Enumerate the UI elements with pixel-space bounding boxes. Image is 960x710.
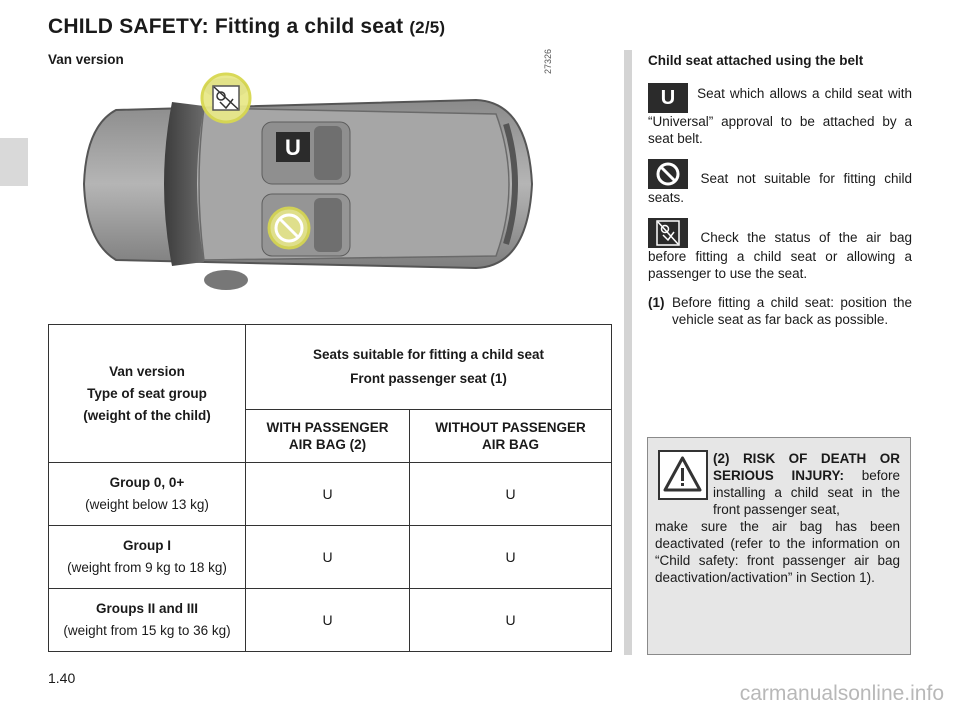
warning-text-side: (2) RISK OF DEATH OR SERIOUS INJURY: before installing a child seat in the front passenger seat, bbox=[713, 451, 900, 517]
column-divider bbox=[624, 50, 632, 655]
table-header-group: Van version Type of seat group (weight of the child) bbox=[49, 325, 246, 463]
table-header-seats: Seats suitable for fitting a child seat Front passenger seat (1) bbox=[246, 325, 612, 410]
note-1: (1) Before fitting a child seat: position the vehicle seat as far back as possible. bbox=[648, 295, 912, 327]
svg-text:U: U bbox=[285, 135, 301, 160]
value-cell: U bbox=[410, 589, 612, 652]
group-cell: Groups II and III (weight from 15 kg to 36 kg) bbox=[49, 589, 246, 652]
u-badge-icon: U bbox=[648, 83, 688, 113]
group-cell: Group 0, 0+ (weight below 13 kg) bbox=[49, 463, 246, 526]
warning-triangle-icon bbox=[658, 450, 708, 500]
column-header-without-airbag: WITHOUT PASSENGER AIR BAG bbox=[410, 410, 612, 463]
table-row bbox=[49, 463, 612, 526]
legend-item-universal: U Seat which allows a child seat with “Universal” approval to be attached by a seat belt. bbox=[648, 83, 912, 147]
value-cell: U bbox=[246, 463, 410, 526]
page-title: CHILD SAFETY: Fitting a child seat (2/5) bbox=[48, 15, 446, 38]
airbag-check-icon bbox=[648, 218, 688, 248]
legend-heading: Child seat attached using the belt bbox=[648, 53, 864, 68]
warning-box bbox=[647, 437, 911, 655]
image-reference: 27326 bbox=[543, 48, 553, 74]
value-cell: U bbox=[410, 463, 612, 526]
table-row bbox=[49, 589, 612, 652]
warning-text-continued: make sure the air bag has been deactivated (refer to the information on “Child safety: front passenger air bag deactivation/activation” in Section 1). bbox=[655, 519, 900, 585]
table-row bbox=[49, 526, 612, 589]
legend-panel bbox=[648, 52, 912, 328]
value-cell: U bbox=[246, 589, 410, 652]
value-cell: U bbox=[246, 526, 410, 589]
column-header-with-airbag: WITH PASSENGER AIR BAG (2) bbox=[246, 410, 410, 463]
section-tab bbox=[0, 138, 28, 186]
group-cell: Group I (weight from 9 kg to 18 kg) bbox=[49, 526, 246, 589]
van-version-label: Van version bbox=[48, 52, 124, 67]
airbag-warning-icon bbox=[202, 74, 250, 122]
legend-item-not-suitable: Seat not suitable for fitting child seats. bbox=[648, 159, 912, 206]
no-entry-icon bbox=[648, 159, 688, 189]
watermark: carmanualsonline.info bbox=[739, 682, 944, 705]
child-seat-suitability-table bbox=[48, 324, 612, 652]
no-child-seat-icon bbox=[269, 208, 309, 248]
value-cell: U bbox=[410, 526, 612, 589]
van-top-view-diagram bbox=[76, 66, 538, 302]
legend-item-airbag: Check the status of the air bag before fitting a child seat or allowing a passenger to use the seat. bbox=[648, 218, 912, 282]
rear-seat-u-badge bbox=[276, 132, 310, 162]
page-number: 1.40 bbox=[48, 670, 76, 686]
